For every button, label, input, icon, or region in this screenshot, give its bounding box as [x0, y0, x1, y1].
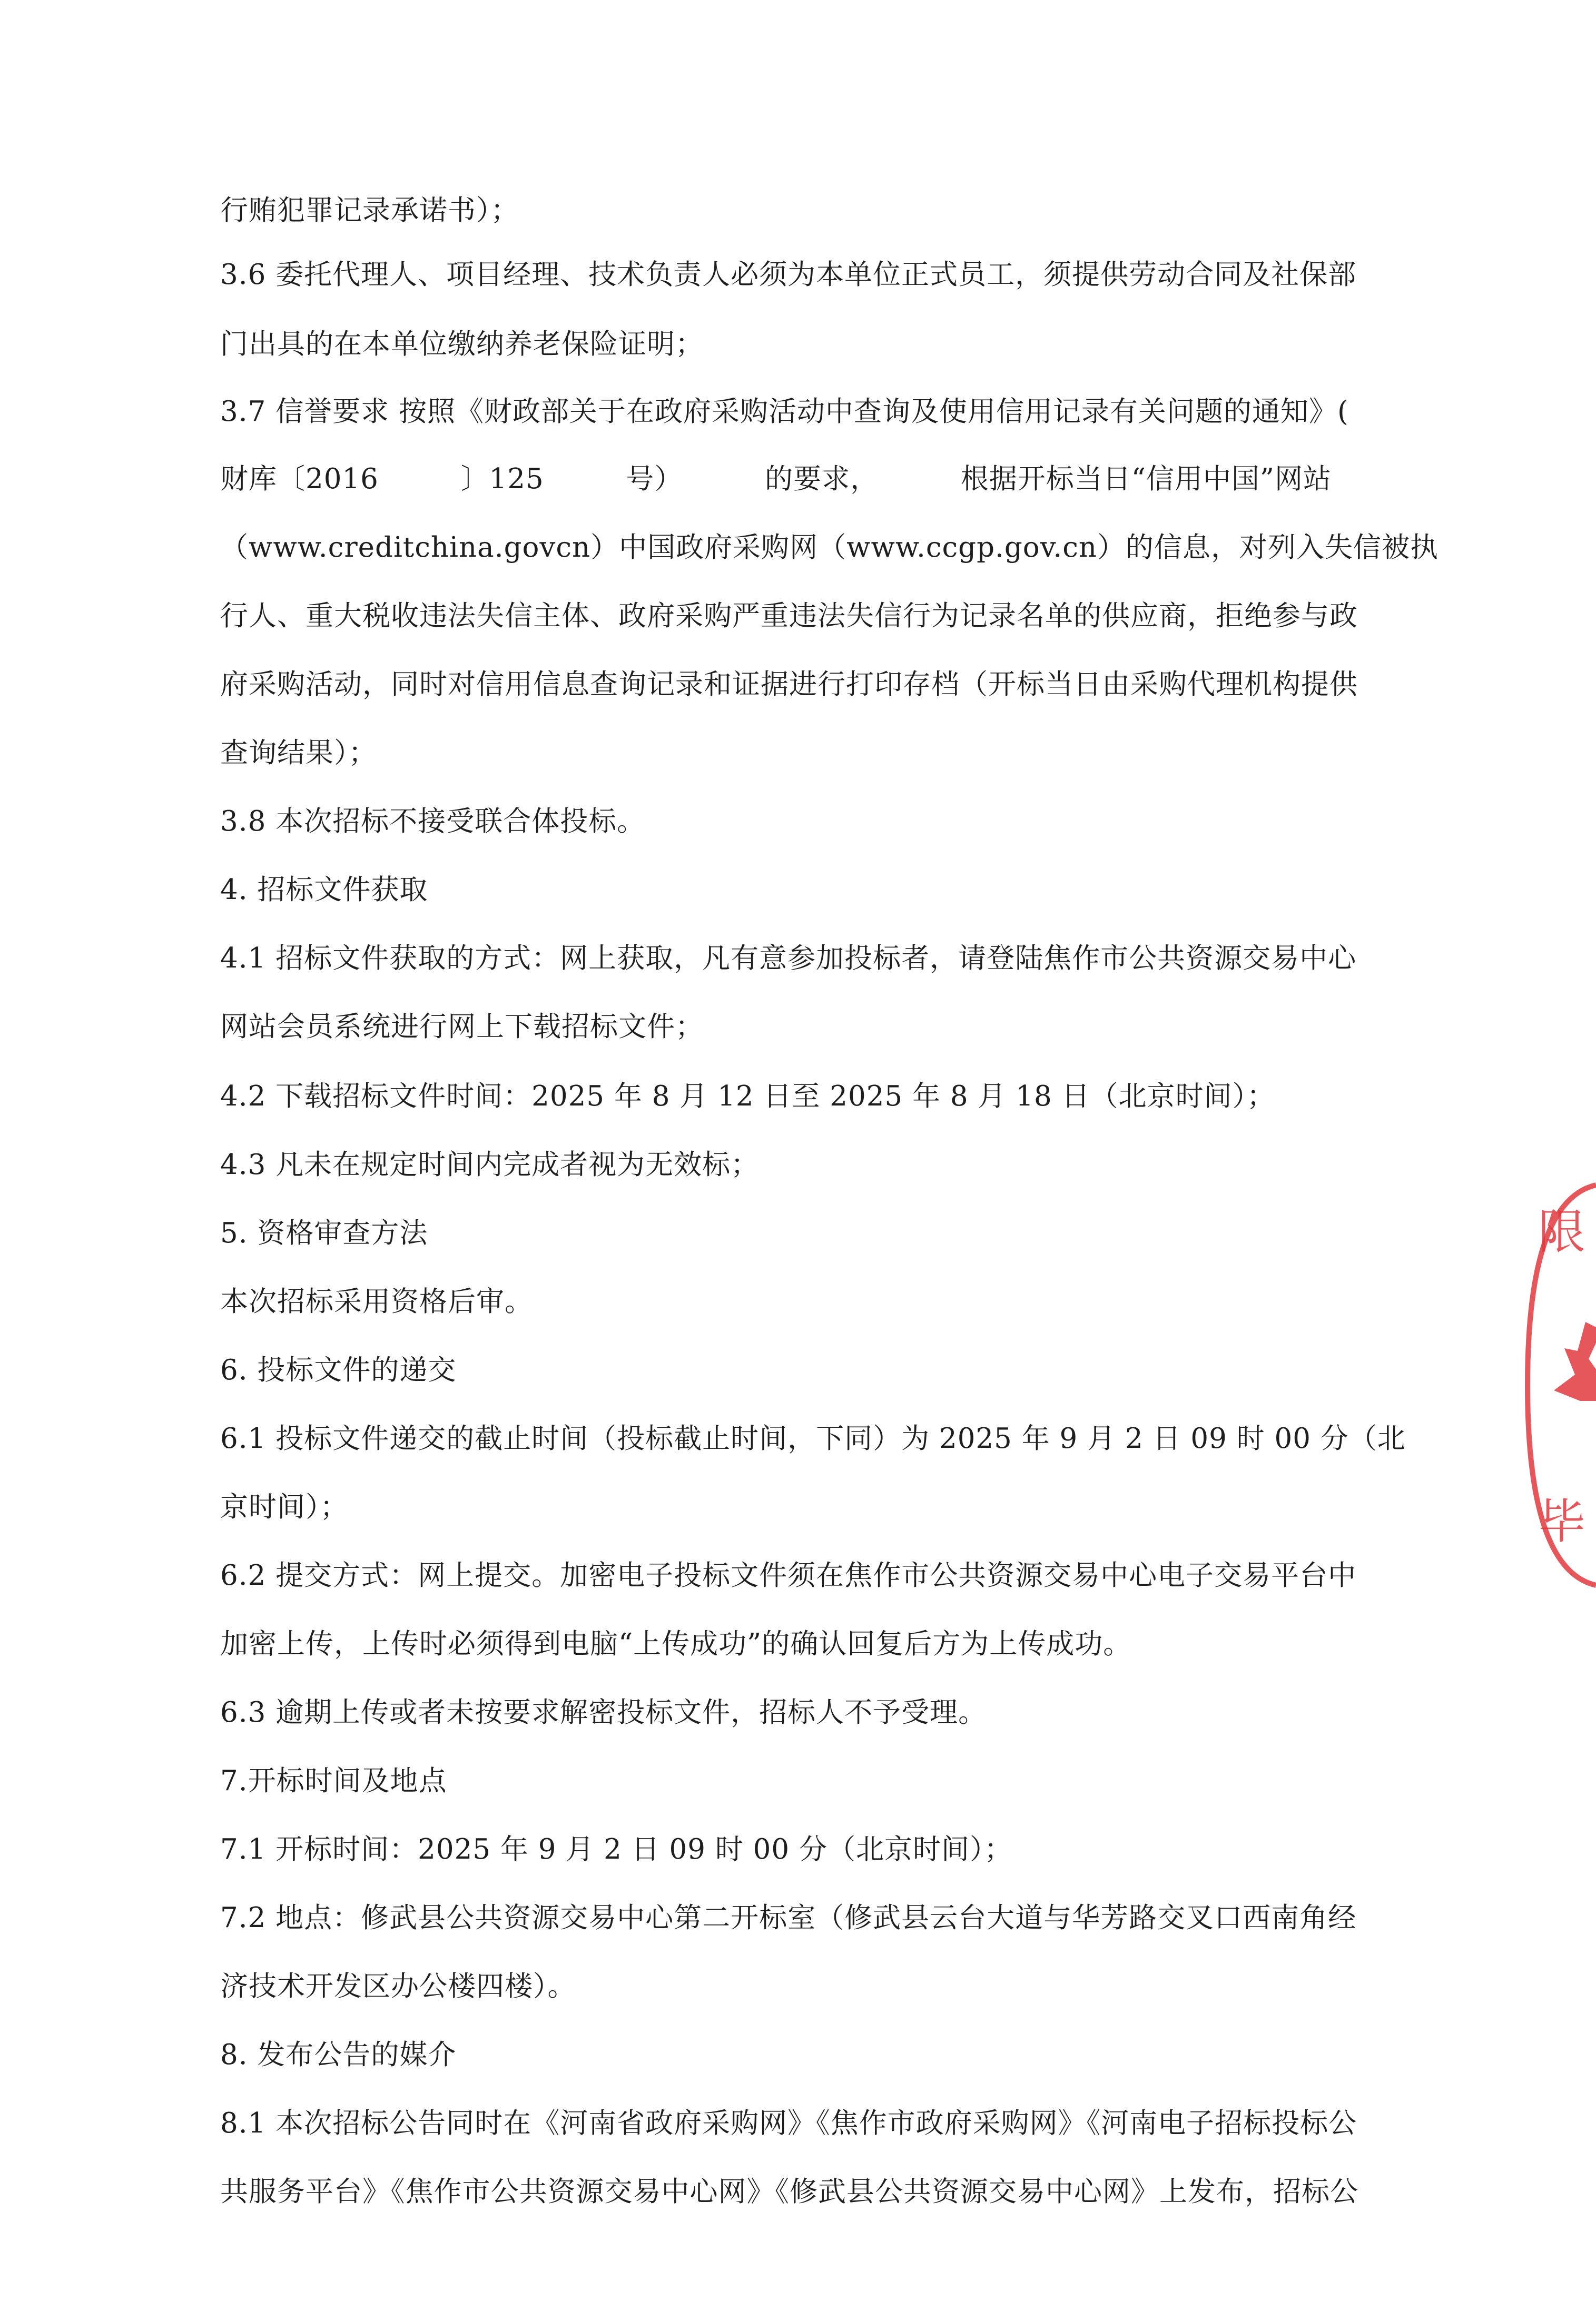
text-line: 3.7 信誉要求 按照《财政部关于在政府采购活动中查询及使用信用记录有关问题的通知》( [220, 396, 1349, 428]
text-line: 行人、重大税收违法失信主体、政府采购严重违法失信行为记录名单的供应商，拒绝参与政 [220, 600, 1358, 632]
text-line: 6.1 投标文件递交的截止时间（投标截止时间，下同）为 2025 年 9 月 2 日 09 时 00 分（北 [220, 1423, 1406, 1455]
section-heading: 8. 发布公告的媒介 [220, 2039, 457, 2071]
citation-part: 根据开标当日“信用中国”网站 [960, 463, 1332, 495]
text-line: 3.6 委托代理人、项目经理、技术负责人必须为本单位正式员工，须提供劳动合同及社保部 [220, 259, 1357, 291]
citation-part: 财库〔2016 [220, 463, 379, 495]
citation-row [220, 462, 1332, 496]
section-heading: 7.开标时间及地点 [220, 1765, 447, 1797]
text-line: 6.3 逾期上传或者未按要求解密投标文件，招标人不予受理。 [220, 1696, 987, 1729]
text-line: 8.1 本次招标公告同时在《河南省政府采购网》《焦作市政府采购网》《河南电子招标投标公 [220, 2107, 1357, 2139]
text-line: 7.1 开标时间：2025 年 9 月 2 日 09 时 00 分（北京时间）； [220, 1833, 1013, 1865]
section-heading: 6. 投标文件的递交 [220, 1354, 457, 1386]
text-line: （www.creditchina.govcn）中国政府采购网（www.ccgp.gov.cn）的信息，对列入失信被执 [220, 531, 1439, 564]
official-seal [1522, 1169, 1596, 1601]
text-line: 7.2 地点：修武县公共资源交易中心第二开标室（修武县云台大道与华芳路交叉口西南角经 [220, 1902, 1357, 1934]
seal-char: 限 [1538, 1205, 1585, 1260]
text-line: 4.3 凡未在规定时间内完成者视为无效标； [220, 1149, 760, 1181]
text-line: 4.1 招标文件获取的方式：网上获取，凡有意参加投标者，请登陆焦作市公共资源交易中心 [220, 942, 1357, 974]
text-line: 共服务平台》《焦作市公共资源交易中心网》《修武县公共资源交易中心网》上发布，招标公 [220, 2176, 1358, 2208]
text-line: 网站会员系统进行网上下载招标文件； [220, 1011, 704, 1043]
text-line: 门出具的在本单位缴纳养老保险证明； [220, 328, 704, 360]
text-line: 本次招标采用资格后审。 [220, 1286, 533, 1318]
section-heading: 5. 资格审查方法 [220, 1217, 428, 1249]
text-line: 6.2 提交方式：网上提交。加密电子投标文件须在焦作市公共资源交易中心电子交易平台中 [220, 1559, 1357, 1592]
citation-part: 号） [626, 463, 683, 495]
text-line: 查询结果）； [220, 737, 377, 769]
text-line: 济技术开发区办公楼四楼）。 [220, 1970, 576, 2002]
citation-part: 的要求， [765, 463, 879, 495]
text-line: 4.2 下载招标文件时间：2025 年 8 月 12 日至 2025 年 8 月 18 日（北京时间）； [220, 1080, 1276, 1112]
text-line: 京时间）； [220, 1491, 349, 1523]
text-line: 加密上传，上传时必须得到电脑“上传成功”的确认回复后方为上传成功。 [220, 1628, 1132, 1660]
text-line: 行贿犯罪记录承诺书）； [220, 194, 519, 226]
section-heading: 4. 招标文件获取 [220, 874, 428, 906]
text-line: 府采购活动，同时对信用信息查询记录和证据进行打印存档（开标当日由采购代理机构提供 [220, 668, 1358, 700]
citation-part: 〕125 [460, 463, 544, 495]
seal-char: 毕 [1538, 1494, 1585, 1549]
text-line: 3.8 本次招标不接受联合体投标。 [220, 805, 646, 837]
